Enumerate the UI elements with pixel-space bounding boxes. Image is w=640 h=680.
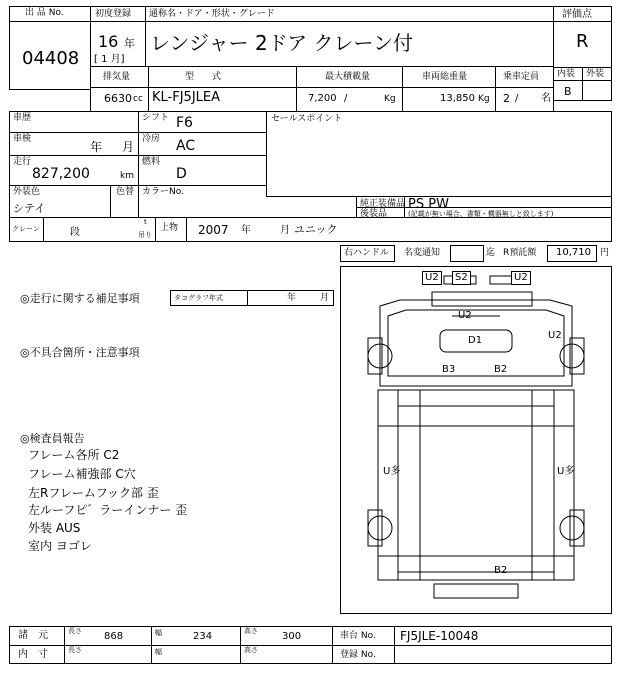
inspector-line: フレーム各所 C2 (28, 448, 120, 462)
capacity-slash: / (515, 93, 519, 104)
recycle-deposit-amount: 10,710 (556, 247, 591, 258)
damage-mark: D1 (468, 335, 483, 346)
max-load-label: 最大積載量 (325, 72, 371, 82)
equipment-value: PS PW (408, 197, 449, 212)
inspector-line: 左Rフレームフック部 歪 (28, 486, 159, 500)
length-value: 868 (104, 631, 124, 642)
first-registration-year-unit: 年 (124, 37, 135, 50)
max-load-value: 7,200 (308, 93, 337, 104)
color-change-label: 色替 (116, 187, 135, 197)
damage-mark: S2 (452, 271, 471, 285)
damage-mark: U多 (383, 466, 401, 477)
damage-mark: B3 (442, 364, 456, 375)
inspection-label: 車検 (13, 134, 32, 144)
steering-value: 右ハンドル (344, 248, 390, 258)
mileage-label: 走行 (13, 157, 32, 167)
until-label: 迄 (486, 248, 496, 258)
max-load-slash: / (344, 93, 348, 104)
first-registration-month: [ 1 月] (94, 54, 125, 65)
model-value: KL-FJ5JLEA (152, 90, 220, 105)
inspection-month-unit: 月 (122, 140, 135, 154)
height-value: 300 (282, 631, 302, 642)
aftermarket-note: (記載が無い場合、書類・機器無しと致します) (408, 210, 554, 218)
interior-grade-label: 内装 (557, 69, 576, 79)
capacity-label: 乗車定員 (503, 72, 540, 82)
inspector-line: 左ルーフピ゛ラーインナー 歪 (28, 503, 188, 517)
damage-mark: U2 (548, 330, 562, 341)
ac-label: 冷房 (142, 134, 161, 144)
tachograph-month-unit: 月 (320, 293, 330, 303)
truck-outline (340, 266, 612, 614)
vehicle-name-label: 通称名・ドア・形状・グレード (149, 9, 275, 19)
fuel-label: 燃料 (142, 157, 161, 167)
sales-point-label: セールスポイント (271, 114, 343, 124)
name-change-label: 名変通知 (404, 248, 441, 258)
shift-value: F6 (176, 115, 193, 131)
width-value: 234 (193, 631, 213, 642)
registration-label: 登録 No. (340, 650, 376, 660)
gross-weight-unit: Kg (478, 94, 490, 104)
mileage-unit: km (120, 171, 134, 181)
damage-mark: B2 (494, 565, 508, 576)
upper-maker: ユニック (294, 223, 338, 236)
tachograph-label: タコグラフ年式 (174, 294, 223, 302)
upper-label: 上物 (160, 223, 179, 233)
displacement-value: 6630 (104, 92, 132, 105)
gross-weight-label: 車両総重量 (422, 72, 468, 82)
specs-row (90, 66, 554, 112)
mileage-value: 827,200 (32, 166, 90, 182)
exterior-grade-label: 外装 (586, 69, 605, 79)
grade-label: 評価点 (562, 9, 592, 20)
length-label: 長さ (68, 627, 82, 635)
crane-ton-top: t (144, 218, 147, 226)
vehicle-name: レンジャー 2ドア クレーン付 (150, 31, 414, 55)
damage-mark: U2 (458, 310, 472, 321)
damage-mark: U2 (511, 271, 531, 285)
gross-weight-value: 13,850 (440, 93, 475, 104)
upper-year-unit: 年 (241, 225, 251, 236)
history-label: 車歴 (13, 113, 32, 123)
damage-mark: U2 (422, 271, 442, 285)
equipment-label: 純正装備品 (360, 199, 406, 209)
chassis-label: 車台 No. (340, 631, 376, 641)
aftermarket-label: 後装品 (360, 209, 388, 219)
shift-label: シフト (142, 113, 170, 123)
recycle-deposit-unit: 円 (600, 248, 610, 258)
inspector-line: フレーム補強部 C穴 (28, 467, 136, 481)
interior-grade-value: B (564, 85, 572, 98)
capacity-unit: 名 (541, 93, 551, 104)
chassis-value: FJ5JLE-10048 (400, 629, 479, 643)
capacity-value: 2 (503, 92, 510, 105)
recycle-deposit-label: R預託額 (503, 248, 537, 258)
crane-ton-bottom: 吊り (138, 231, 152, 239)
height-label: 高さ (244, 627, 258, 635)
truck-damage-diagram (340, 266, 612, 614)
color-number-label: カラーNo. (142, 187, 184, 197)
driving-notes-label: ◎走行に関する補足事項 (20, 292, 140, 305)
exterior-color-value: シテイ (13, 202, 46, 215)
inspector-report-label: ◎検査員報告 (20, 432, 85, 445)
name-change-box (450, 245, 484, 262)
lot-number: 04408 (22, 48, 80, 69)
exterior-color-label: 外装色 (13, 187, 41, 197)
upper-month-unit: 月 (280, 225, 290, 236)
crane-label: クレーン (12, 225, 40, 233)
inspection-year-unit: 年 (90, 140, 103, 154)
first-registration-year: 16 (98, 32, 119, 51)
upper-year: 2007 (198, 223, 229, 237)
fuel-value: D (176, 166, 187, 182)
dimensions-label: 諸 元 (18, 630, 48, 641)
tachograph-year-unit: 年 (287, 293, 297, 303)
defects-label: ◎不具合箇所・注意事項 (20, 346, 140, 359)
first-registration-label: 初度登録 (95, 9, 132, 19)
ac-value: AC (176, 138, 196, 154)
inner-dimensions-label: 内 寸 (18, 649, 48, 660)
crane-stage: 段 (70, 227, 80, 238)
inner-length-label: 長さ (68, 646, 82, 654)
model-label: 型 式 (185, 72, 222, 82)
max-load-unit: Kg (384, 94, 396, 104)
displacement-label: 排気量 (103, 72, 131, 82)
inner-width-label: 幅 (155, 648, 162, 656)
grade-value: R (576, 31, 589, 52)
inner-height-label: 高さ (244, 646, 258, 654)
inspector-line: 室内 ヨゴレ (28, 539, 92, 553)
inspector-line: 外装 AUS (28, 521, 81, 535)
damage-mark: U多 (557, 466, 575, 477)
displacement-unit: cc (133, 94, 143, 104)
lot-number-label: 出 品 No. (25, 8, 64, 18)
width-label: 幅 (155, 629, 162, 637)
damage-mark: B2 (494, 364, 508, 375)
